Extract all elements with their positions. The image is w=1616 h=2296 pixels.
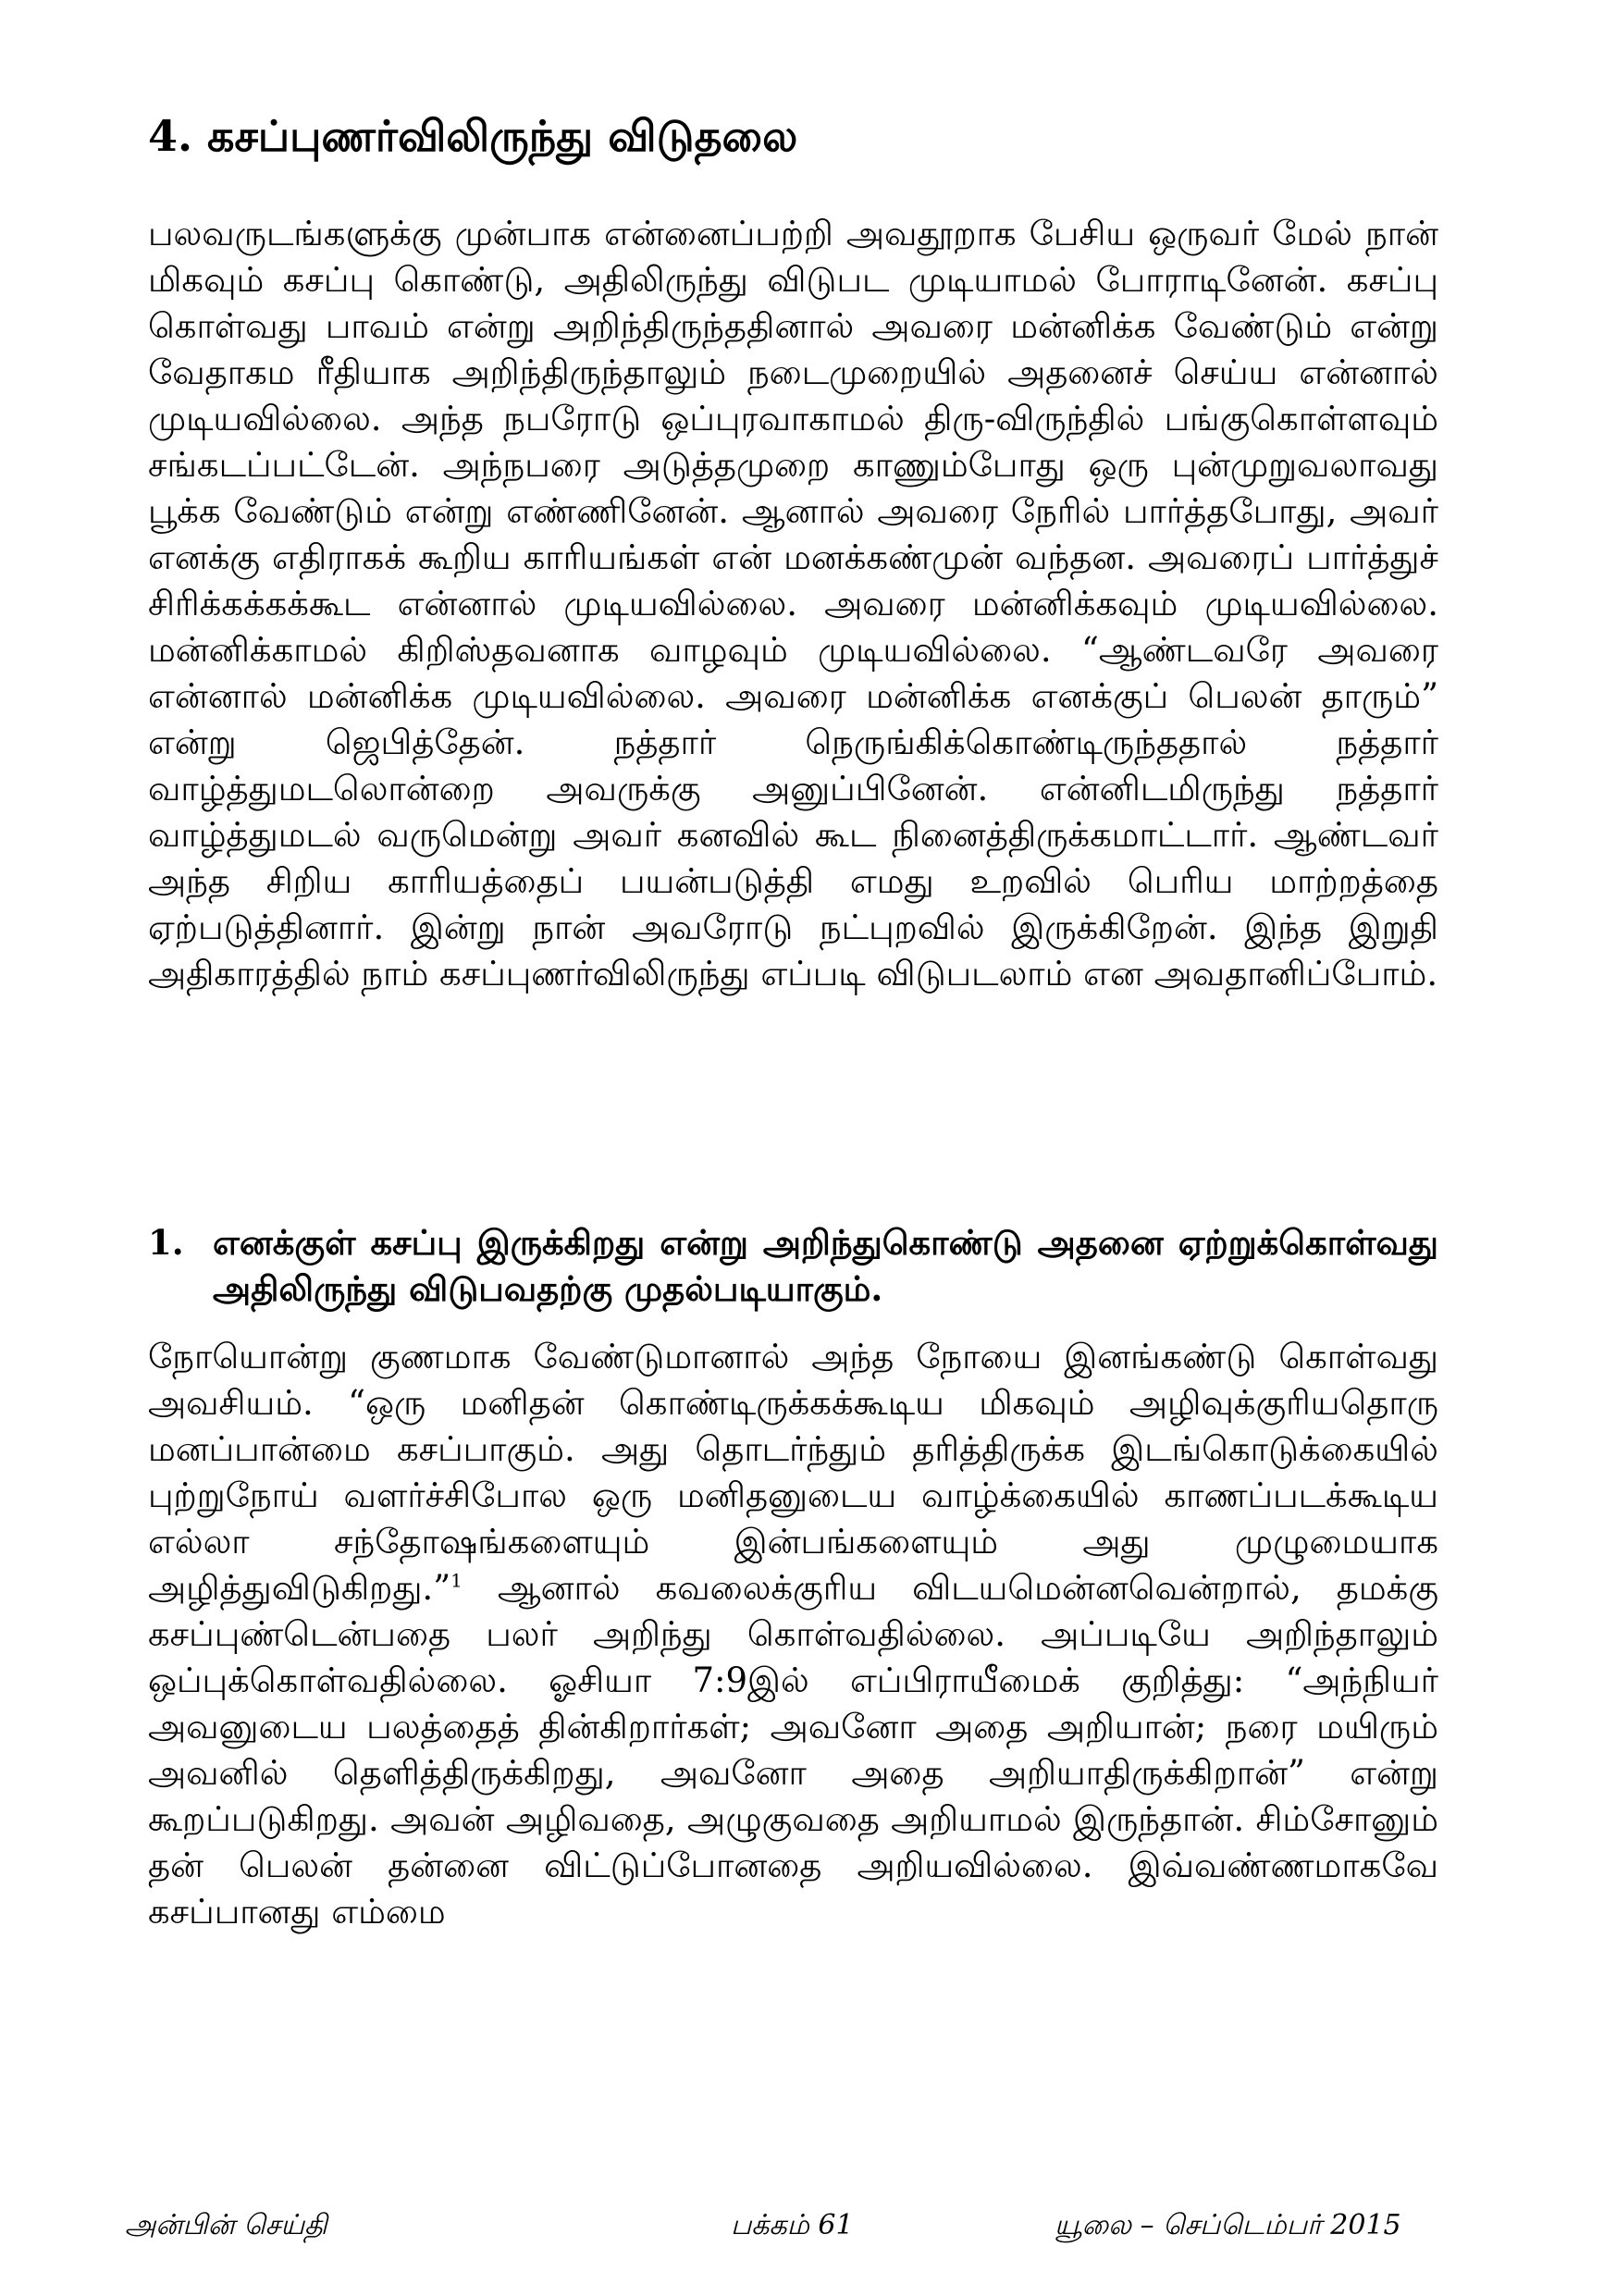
- chapter-title: 4. கசப்புணர்விலிருந்து விடுதலை: [148, 111, 798, 161]
- body-paragraph-part2: ஆனால் கவலைக்குரிய விடயமென்னவென்றால், தமக்கு கசப்புண்டென்பதை பலர் அறிந்து கொள்வதில்லை. அப்படியே அறிந்தாலும் ஒப்புக்கொள்வதில்லை. ஓசியா 7:9இல் எப்பிராயீமைக் குறித்து: “அந்நியர் அவனுடைய பலத்தைத் தின்கிறார்கள்; அவனோ அதை அறியான்; நரை மயிரும் அவனில் தெளித்திருக்கிறது, அவனோ அதை அறியாதிருக்கிறான்” என்று கூறப்படுகிறது. அவன் அழிவதை, அழுகுவதை அறியாமல் இருந்தான். சிம்சோனும் தன் பெலன் தன்னை விட்டுப்போனதை அறியவில்லை. இவ்வண்ணமாகவே கசப்பானது எம்மை: [148, 1568, 1438, 1932]
- section-heading: [148, 1219, 1438, 1312]
- footnote-marker: 1: [450, 1569, 463, 1592]
- section-number: 1.: [148, 1222, 184, 1263]
- body-paragraph: [148, 1334, 1438, 1935]
- body-paragraph-part1: நோயொன்று குணமாக வேண்டுமானால் அந்த நோயை இனங்கண்டு கொள்வது அவசியம். “ஒரு மனிதன் கொண்டிருக்கக்கூடிய மிகவும் அழிவுக்குரியதொரு மனப்பான்மை கசப்பாகும். அது தொடர்ந்தும் தரித்திருக்க இடங்கொடுக்கையில் புற்றுநோய் வளர்ச்சிபோல ஒரு மனிதனுடைய வாழ்க்கையில் காணப்படக்கூடிய எல்லா சந்தோஷங்களையும் இன்பங்களையும் அது முழுமையாக அழித்துவிடுகிறது.”: [148, 1337, 1438, 1608]
- footer-magazine-name: அன்பின் செய்தி: [125, 2209, 327, 2241]
- intro-paragraph: பலவருடங்களுக்கு முன்பாக என்னைப்பற்றி அவதூறாக பேசிய ஒருவர் மேல் நான் மிகவும் கசப்பு கொண்டு, அதிலிருந்து விடுபட முடியாமல் போராடினேன். கசப்பு கொள்வது பாவம் என்று அறிந்திருந்ததினால் அவரை மன்னிக்க வேண்டும் என்று வேதாகம ரீதியாக அறிந்திருந்தாலும் நடைமுறையில் அதனைச் செய்ய என்னால் முடியவில்லை. அந்த நபரோடு ஒப்புரவாகாமல் திரு-விருந்தில் பங்குகொள்ளவும் சங்கடப்பட்டேன். அந்நபரை அடுத்தமுறை காணும்போது ஒரு புன்முறுவலாவது பூக்க வேண்டும் என்று எண்ணினேன். ஆனால் அவரை நேரில் பார்த்தபோது, அவர் எனக்கு எதிராகக் கூறிய காரியங்கள் என் மனக்கண்முன் வந்தன. அவரைப் பார்த்துச் சிரிக்கக்கக்கூட என்னால் முடியவில்லை. அவரை மன்னிக்கவும் முடியவில்லை. மன்னிக்காமல் கிறிஸ்தவனாக வாழவும் முடியவில்லை. “ஆண்டவரே அவரை என்னால் மன்னிக்க முடியவில்லை. அவரை மன்னிக்க எனக்குப் பெலன் தாரும்” என்று ஜெபித்தேன். நத்தார் நெருங்கிக்கொண்டிருந்ததால் நத்தார் வாழ்த்துமடலொன்றை அவருக்கு அனுப்பினேன். என்னிடமிருந்து நத்தார் வாழ்த்துமடல் வருமென்று அவர் கனவில் கூட நினைத்திருக்கமாட்டார். ஆண்டவர் அந்த சிறிய காரியத்தைப் பயன்படுத்தி எமது உறவில் பெரிய மாற்றத்தை ஏற்படுத்தினார். இன்று நான் அவரோடு நட்புறவில் இருக்கிறேன். இந்த இறுதி அதிகாரத்தில் நாம் கசப்புணர்விலிருந்து எப்படி விடுபடலாம் என அவதானிப்போம்.: [148, 214, 1438, 994]
- section-heading-text: எனக்குள் கசப்பு இருக்கிறது என்று அறிந்துகொண்டு அதனை ஏற்றுக்கொள்வது அதிலிருந்து விடுபவதற்கு முதல்படியாகும்.: [213, 1222, 1438, 1309]
- footer-page-number: பக்கம் 61: [731, 2209, 854, 2241]
- footer-issue-date: யூலை – செப்டெம்பர் 2015: [1055, 2209, 1401, 2241]
